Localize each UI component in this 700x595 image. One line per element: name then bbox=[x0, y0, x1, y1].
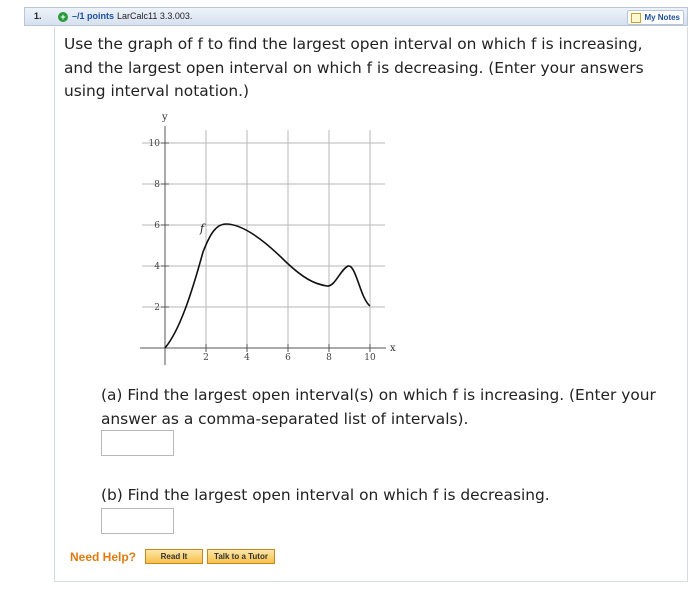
question-number: 1. bbox=[34, 11, 42, 21]
my-notes-button[interactable] bbox=[627, 10, 684, 25]
x-tick-label-2: 2 bbox=[203, 353, 209, 363]
note-icon bbox=[631, 13, 641, 23]
y-tick-label-8: 8 bbox=[154, 180, 160, 190]
my-notes-label: My Notes bbox=[644, 13, 680, 22]
talk-to-tutor-button[interactable]: Talk to a Tutor bbox=[207, 549, 275, 564]
need-help-label: Need Help? bbox=[70, 550, 137, 564]
question-text: Use the graph of f to find the largest open interval on which f is increasing, and the largest open interval on which f is decreasing. (Enter your answers using interval notation.) bbox=[64, 35, 644, 100]
part-a-text: (a) Find the largest open interval(s) on which f is increasing. (Enter your answer as a comma-separated list of intervals). bbox=[101, 386, 656, 428]
question-header bbox=[24, 7, 688, 26]
x-tick-label-6: 6 bbox=[285, 353, 291, 363]
part-b-text: (b) Find the largest open interval on which f is decreasing. bbox=[101, 486, 550, 504]
x-axis-label: x bbox=[390, 343, 396, 354]
x-tick-label-4: 4 bbox=[244, 353, 250, 363]
grid bbox=[142, 130, 385, 350]
y-tick-label-6: 6 bbox=[154, 221, 160, 231]
y-axis-label: y bbox=[162, 112, 168, 123]
function-curve bbox=[165, 224, 370, 348]
function-graph bbox=[130, 108, 405, 370]
y-tick-label-2: 2 bbox=[154, 303, 160, 313]
x-tick-label-8: 8 bbox=[326, 353, 332, 363]
part-b-answer-input[interactable] bbox=[101, 508, 174, 534]
expand-plus-icon[interactable]: + bbox=[58, 12, 68, 22]
points-label: –/1 points bbox=[72, 11, 115, 21]
question-source: LarCalc11 3.3.003. bbox=[117, 11, 193, 21]
x-tick-label-10: 10 bbox=[364, 353, 376, 363]
part-a-answer-input[interactable] bbox=[101, 430, 174, 456]
read-it-button[interactable]: Read It bbox=[145, 549, 203, 564]
y-tick-label-10: 10 bbox=[148, 139, 160, 149]
y-tick-label-4: 4 bbox=[154, 262, 160, 272]
curve-label-f: f bbox=[200, 222, 205, 235]
